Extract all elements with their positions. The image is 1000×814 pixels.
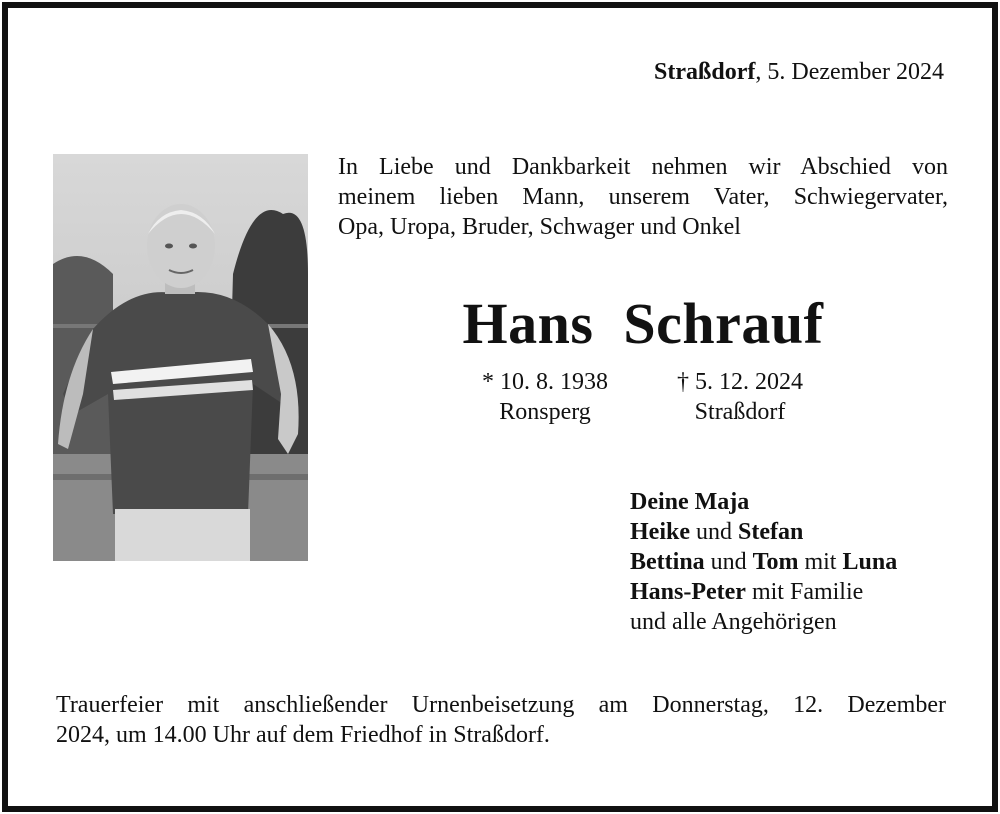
family-name: Bettina bbox=[630, 549, 705, 575]
family-line bbox=[630, 487, 897, 517]
family-line: und alle Angehörigen bbox=[630, 609, 837, 635]
deceased-name: Hans Schrauf bbox=[462, 291, 824, 356]
date: , 5. Dezember 2024 bbox=[755, 59, 944, 85]
ceremony-line: 2024, um 14.00 Uhr auf dem Friedhof in Straßdorf. bbox=[56, 722, 550, 748]
portrait-photo bbox=[53, 154, 308, 561]
intro-line: Opa, Uropa, Bruder, Schwager und Onkel bbox=[338, 214, 741, 240]
intro-line: In Liebe und Dankbarkeit nehmen wir Abschied von bbox=[338, 154, 948, 180]
place-date bbox=[654, 59, 944, 86]
family-connector: und bbox=[690, 519, 738, 545]
family-line bbox=[630, 577, 897, 607]
family-connector: mit Familie bbox=[745, 579, 864, 605]
ceremony-line: Trauerfeier mit anschließender Urnenbeisetzung am Donnerstag, 12. Dezember bbox=[56, 692, 946, 718]
portrait-image bbox=[53, 154, 308, 561]
family-name: Stefan bbox=[738, 519, 804, 545]
death-info bbox=[650, 367, 830, 427]
family-connector: mit bbox=[798, 549, 843, 575]
family-name: Deine Maja bbox=[630, 489, 750, 515]
death-place: Straßdorf bbox=[694, 399, 786, 425]
family-connector: und bbox=[704, 549, 753, 575]
family-name: Hans-Peter bbox=[630, 579, 746, 605]
death-date: † 5. 12. 2024 bbox=[677, 369, 803, 395]
family-signatures bbox=[630, 487, 897, 637]
family-line bbox=[630, 517, 897, 547]
family-name: Tom bbox=[752, 549, 799, 575]
place: Straßdorf bbox=[654, 59, 756, 85]
birth-info bbox=[455, 367, 635, 427]
birth-date: * 10. 8. 1938 bbox=[482, 369, 608, 395]
intro-line: meinem lieben Mann, unserem Vater, Schwiegervater, bbox=[338, 184, 948, 210]
family-name: Heike bbox=[630, 519, 690, 545]
intro-text bbox=[338, 152, 948, 242]
birth-place: Ronsperg bbox=[499, 399, 591, 425]
ceremony-info bbox=[56, 690, 946, 750]
family-name: Luna bbox=[842, 549, 898, 575]
family-line bbox=[630, 547, 897, 577]
